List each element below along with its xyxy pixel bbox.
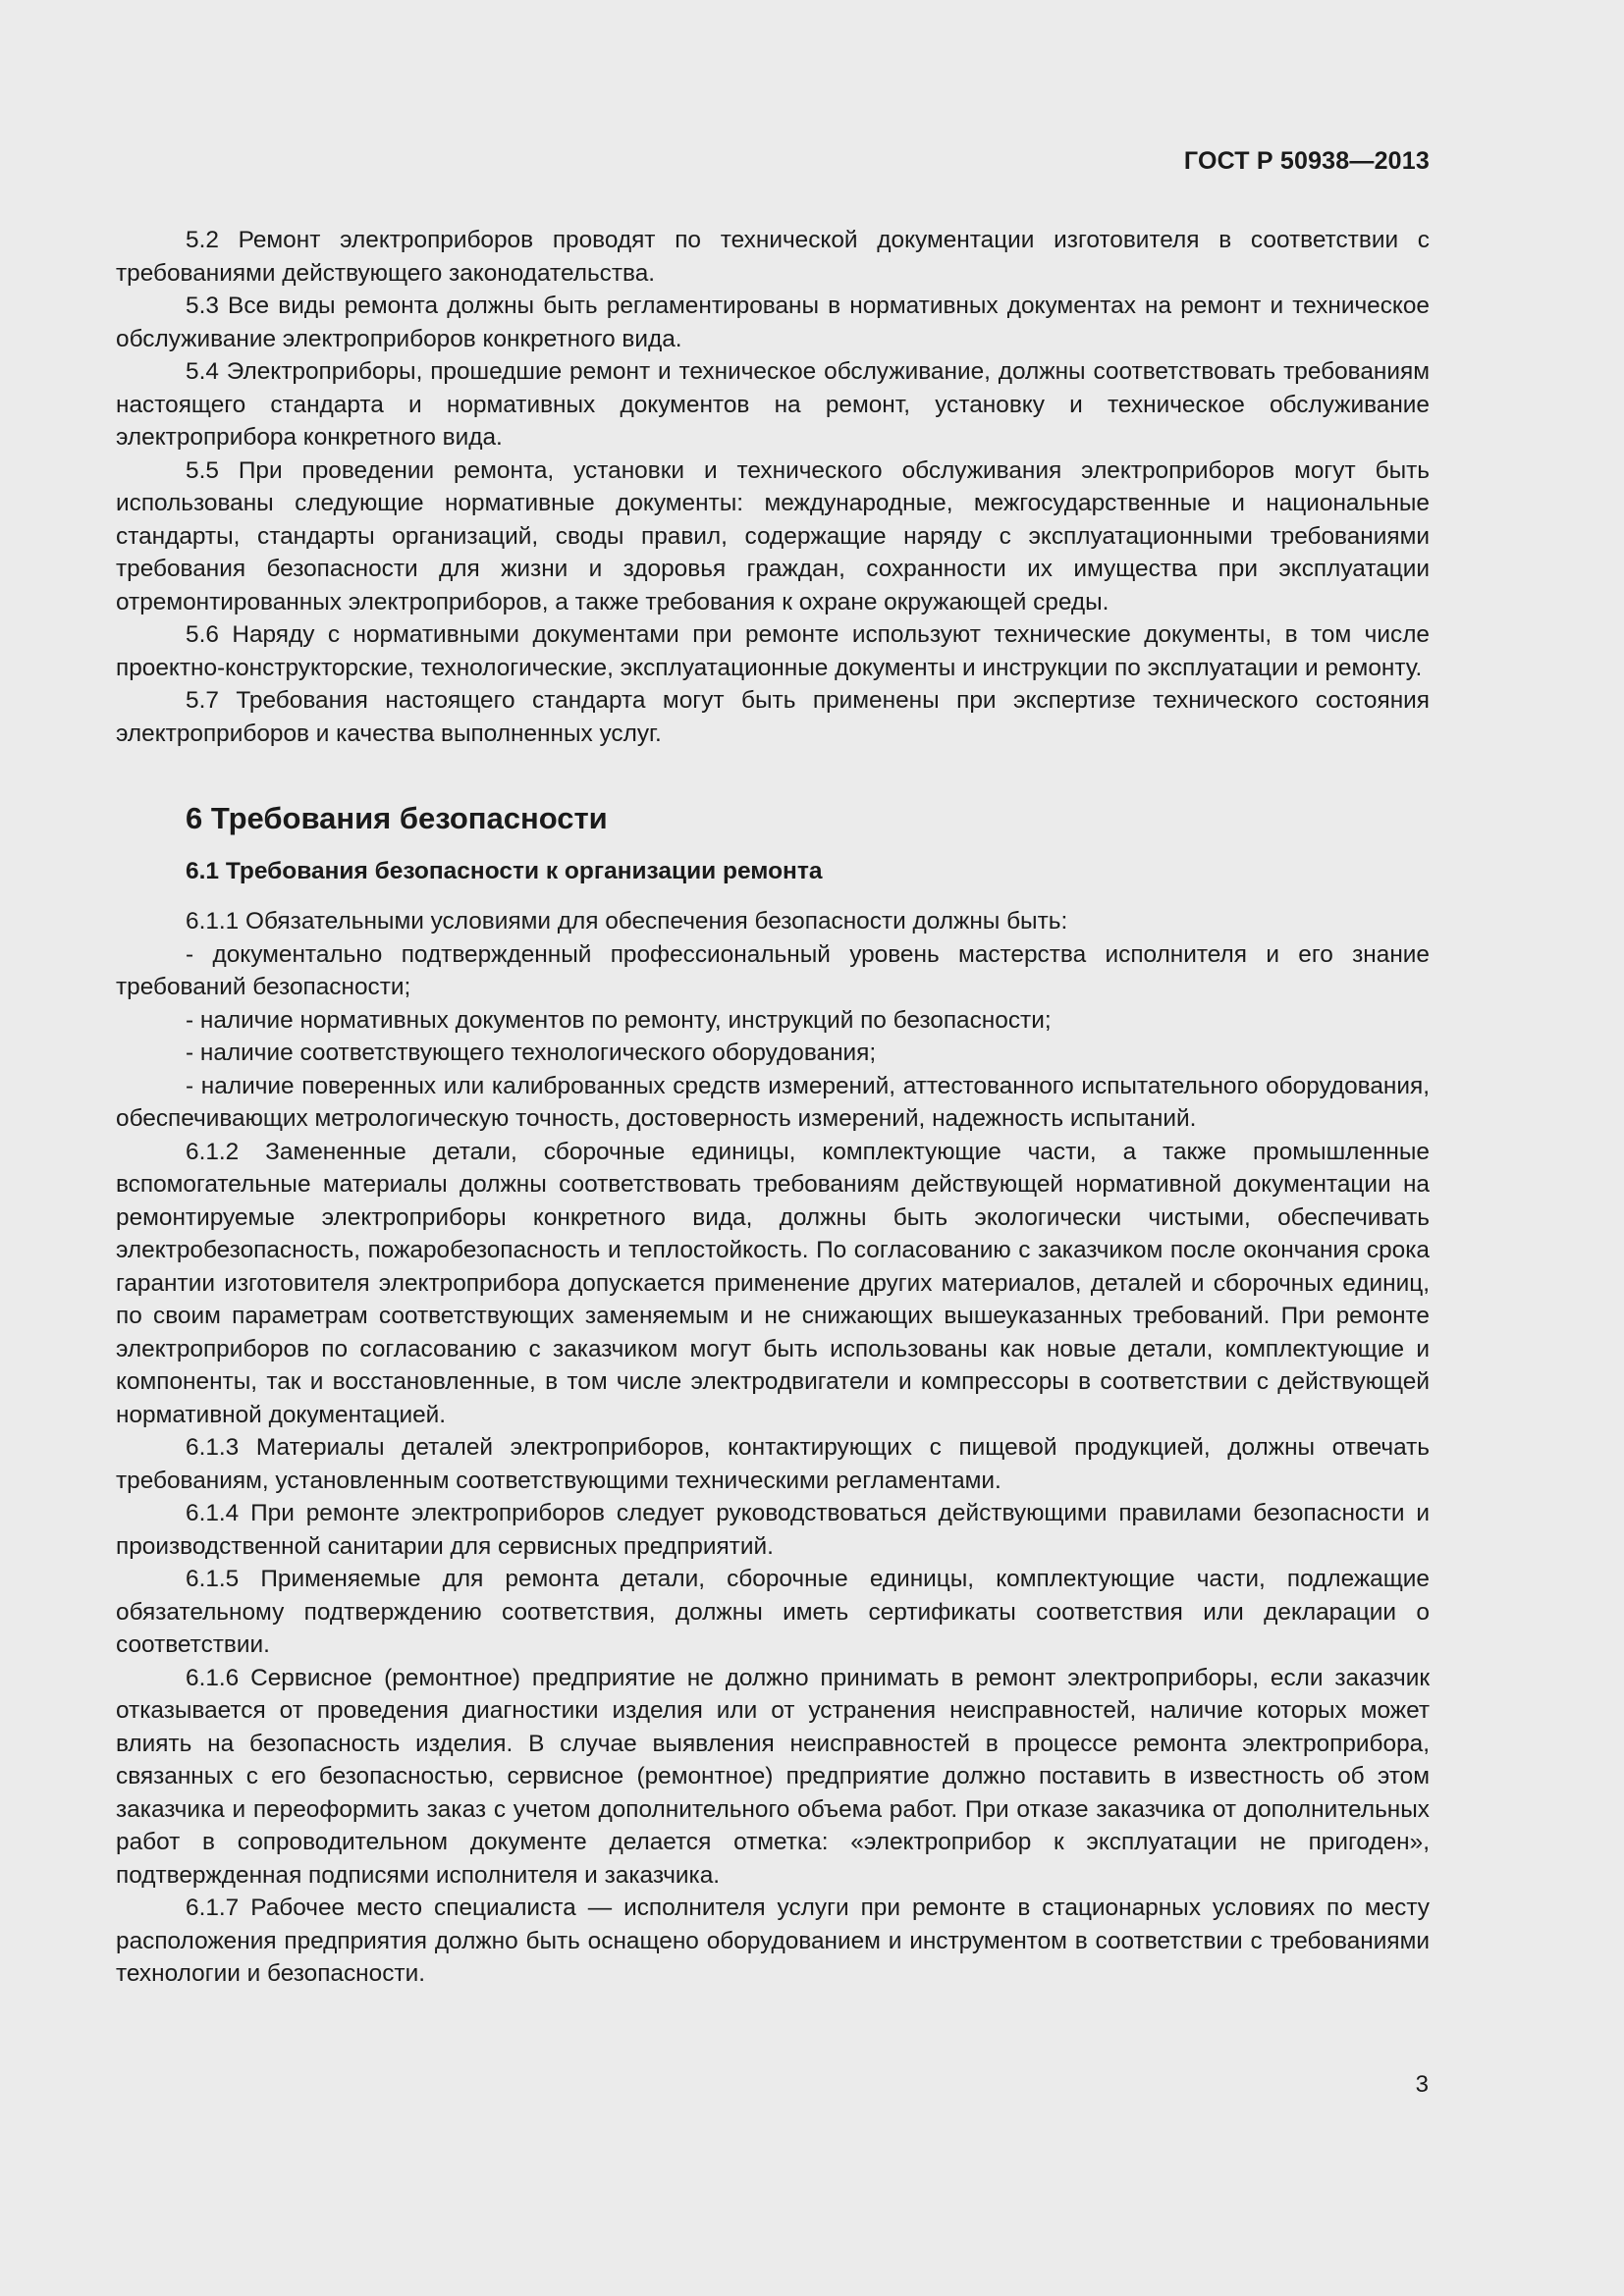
paragraph-5-5: 5.5 При проведении ремонта, установки и технического обслуживания электроприборов могут быть использованы следующие нормативные документы: международные, межгосударственные и национальные стандарты, стандарты организаций, своды правил, содержащие наряду с эксплуатационными требованиями требования безопасности для жизни и здоровья граждан, сохранности их имущества при эксплуатации отремонтированных электроприборов, а также требования к охране окружающей среды.: [116, 456, 1430, 615]
paragraph-6-1-2: 6.1.2 Замененные детали, сборочные единицы, комплектующие части, а также промышленные вспомогательные материалы должны соответствовать требованиям действующей нормативной документации на ремонтируемые электроприборы конкретного вида, должны быть экологически чистыми, обеспечивать электробезопасность, пожаробезопасность и теплостойкость. По согласованию с заказчиком после окончания срока гарантии изготовителя электроприбора допускается применение других материалов, деталей и сборочных единиц, по своим параметрам соответствующих заменяемым и не снижающих вышеуказанных требований. При ремонте электроприборов по согласованию с заказчиком могут быть использованы как новые детали, комплектующие и компоненты, так и восстановленные, в том числе электродвигатели и компрессоры в соответствии с действующей нормативной документацией.: [116, 1138, 1430, 1428]
section-6-heading: 6 Требования безопасности: [186, 801, 608, 835]
list-item: - наличие поверенных или калиброванных средств измерений, аттестованного испытательного оборудования, обеспечивающих метрологическую точность, достоверность измерений, надежность испытаний.: [116, 1072, 1430, 1132]
paragraph-5-3: 5.3 Все виды ремонта должны быть регламентированы в нормативных документах на ремонт и техническое обслуживание электроприборов конкретного вида.: [116, 293, 1430, 352]
document-body: [116, 224, 1430, 1991]
paragraph-5-6: 5.6 Наряду с нормативными документами при ремонте используют технические документы, в том числе проектно-конструкторские, технологические, эксплуатационные документы и инструкции по эксплуатации и ремонту.: [116, 621, 1430, 681]
paragraph-6-1-5: 6.1.5 Применяемые для ремонта детали, сборочные единицы, комплектующие части, подлежащие обязательному подтверждению соответствия, должны иметь сертификаты соответствия или декларации о соответствии.: [116, 1566, 1430, 1658]
list-item: - наличие нормативных документов по ремонту, инструкций по безопасности;: [186, 1006, 1052, 1034]
paragraph-6-1-6: 6.1.6 Сервисное (ремонтное) предприятие не должно принимать в ремонт электроприборы, если заказчик отказывается от проведения диагностики изделия или от устранения неисправностей, наличие которых может влиять на безопасность изделия. В случае выявления неисправностей в процессе ремонта электроприбора, связанных с его безопасностью, сервисное (ремонтное) предприятие должно поставить в известность об этом заказчика и переоформить заказ с учетом дополнительного объема работ. При отказе заказчика от дополнительных работ в сопроводительном документе делается отметка: «электроприбор к эксплуатации не пригоден», подтвержденная подписями исполнителя и заказчика.: [116, 1664, 1430, 1889]
paragraph-6-1-4: 6.1.4 При ремонте электроприборов следует руководствоваться действующими правилами безопасности и производственной санитарии для сервисных предприятий.: [116, 1500, 1430, 1560]
paragraph-6-1-1: 6.1.1 Обязательными условиями для обеспечения безопасности должны быть:: [186, 908, 1068, 934]
page-number: 3: [1415, 2071, 1429, 2098]
paragraph-5-4: 5.4 Электроприборы, прошедшие ремонт и техническое обслуживание, должны соответствовать требованиям настоящего стандарта и нормативных документов на ремонт, установку и техническое обслуживание электроприбора конкретного вида.: [116, 358, 1430, 451]
paragraph-5-7: 5.7 Требования настоящего стандарта могут быть применены при экспертизе технического состояния электроприборов и качества выполненных услуг.: [116, 687, 1430, 747]
list-item: - наличие соответствующего технологического оборудования;: [186, 1040, 877, 1066]
list-item: - документально подтвержденный профессиональный уровень мастерства исполнителя и его знание требований безопасности;: [116, 940, 1430, 1000]
subsection-6-1-heading: 6.1 Требования безопасности к организации ремонта: [186, 858, 823, 884]
paragraph-5-2: 5.2 Ремонт электроприборов проводят по технической документации изготовителя в соответствии с требованиями действующего законодательства.: [116, 227, 1430, 287]
paragraph-6-1-7: 6.1.7 Рабочее место специалиста — исполнителя услуги при ремонте в стационарных условиях по месту расположения предприятия должно быть оснащено оборудованием и инструментом в соответствии с требованиями технологии и безопасности.: [116, 1895, 1430, 1987]
paragraph-6-1-3: 6.1.3 Материалы деталей электроприборов, контактирующих с пищевой продукцией, должны отвечать требованиям, установленным соответствующими техническими регламентами.: [116, 1434, 1430, 1494]
document-code: ГОСТ Р 50938—2013: [1183, 147, 1430, 175]
